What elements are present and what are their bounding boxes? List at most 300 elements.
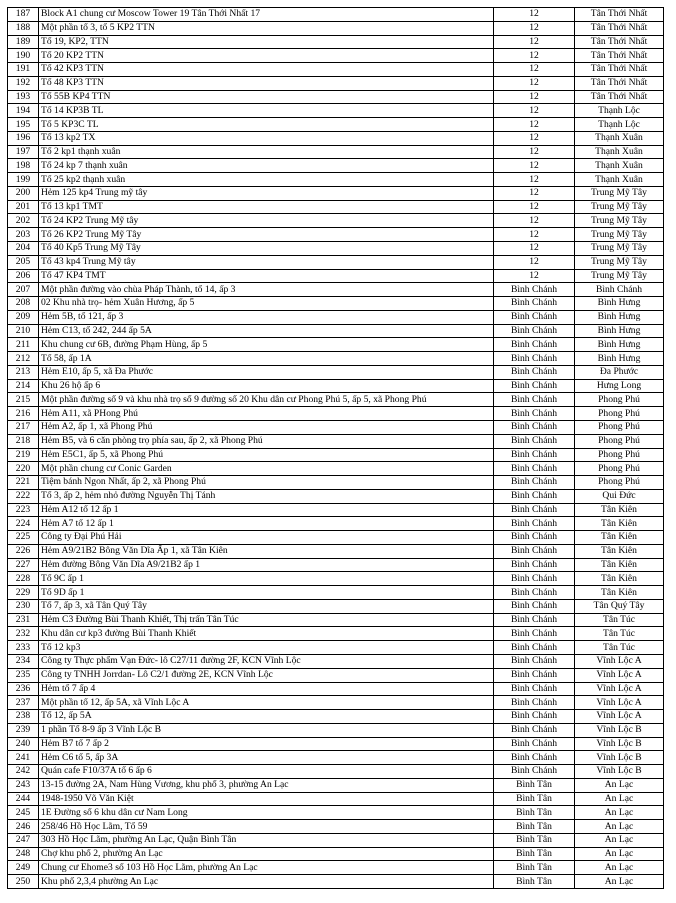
ward-cell: An Lạc [575,847,664,861]
address-cell: Một phần tổ 12, ấp 5A, xã Vĩnh Lộc A [39,696,494,710]
ward-cell: Trung Mỹ Tây [575,255,664,269]
district-cell: 12 [494,76,575,90]
ward-cell: Bình Hưng [575,297,664,311]
district-cell: 12 [494,90,575,104]
table-row [8,63,664,77]
district-cell: 12 [494,49,575,63]
table-row [8,682,664,696]
row-number-cell: 213 [8,365,39,379]
row-number-cell: 202 [8,214,39,228]
row-number-cell: 190 [8,49,39,63]
row-number-cell: 216 [8,407,39,421]
row-number-cell: 247 [8,833,39,847]
district-cell: 12 [494,21,575,35]
row-number-cell: 241 [8,751,39,765]
address-cell: 02 Khu nhà trọ- hẻm Xuân Hương, ấp 5 [39,297,494,311]
row-number-cell: 187 [8,8,39,22]
ward-cell: An Lạc [575,861,664,875]
address-cell: Tổ 55B KP4 TTN [39,90,494,104]
table-row [8,517,664,531]
ward-cell: Thạnh Lộc [575,104,664,118]
table-row [8,352,664,366]
ward-cell: Bình Hưng [575,338,664,352]
table-row [8,173,664,187]
district-cell: Bình Chánh [494,503,575,517]
table-row [8,104,664,118]
row-number-cell: 188 [8,21,39,35]
table-row [8,297,664,311]
table-row [8,255,664,269]
row-number-cell: 249 [8,861,39,875]
address-cell: Hẻm đường Bông Văn Dĩa A9/21B2 ấp 1 [39,558,494,572]
row-number-cell: 233 [8,641,39,655]
ward-cell: Vĩnh Lộc A [575,682,664,696]
district-cell: Bình Tân [494,833,575,847]
row-number-cell: 231 [8,613,39,627]
address-cell: 258/46 Hồ Học Lãm, Tổ 59 [39,820,494,834]
table-row [8,792,664,806]
address-cell: Hẻm C13, tổ 242, 244 ấp 5A [39,324,494,338]
district-cell: Bình Chánh [494,420,575,434]
row-number-cell: 232 [8,627,39,641]
row-number-cell: 246 [8,820,39,834]
row-number-cell: 217 [8,420,39,434]
address-cell: Tổ 9D ấp 1 [39,586,494,600]
address-cell: Hẻm A2, ấp 1, xã Phong Phú [39,420,494,434]
ward-cell: Trung Mỹ Tây [575,269,664,283]
district-cell: Bình Chánh [494,558,575,572]
ward-cell: Phong Phú [575,434,664,448]
district-cell: Bình Chánh [494,682,575,696]
district-cell: Bình Tân [494,778,575,792]
table-row [8,820,664,834]
table-row [8,489,664,503]
address-cell: Hẻm C3 Đường Bùi Thanh Khiết, Thị trấn Tân Túc [39,613,494,627]
district-cell: Bình Chánh [494,517,575,531]
address-cell: 1 phần Tổ 8-9 ấp 3 Vĩnh Lộc B [39,723,494,737]
address-cell: Hẻm B7 tổ 7 ấp 2 [39,737,494,751]
ward-cell: An Lạc [575,820,664,834]
address-cell: Một phần đường vào chùa Pháp Thành, tổ 14, ấp 3 [39,283,494,297]
table-row [8,145,664,159]
table-row [8,558,664,572]
table-row [8,365,664,379]
district-cell: 12 [494,186,575,200]
ward-cell: Tân Thới Nhất [575,35,664,49]
address-cell: Công ty Thực phẩm Vạn Đức- lô C27/11 đường 2F, KCN Vĩnh Lộc [39,654,494,668]
ward-cell: Tân Thới Nhất [575,21,664,35]
ward-cell: Tân Kiên [575,544,664,558]
address-cell: 13-15 đường 2A, Nam Hùng Vương, khu phố 3, phường An Lạc [39,778,494,792]
table-row [8,531,664,545]
address-cell: Khu phố 2,3,4 phường An Lạc [39,875,494,889]
row-number-cell: 198 [8,159,39,173]
district-cell: Bình Chánh [494,668,575,682]
district-cell: Bình Chánh [494,338,575,352]
ward-cell: Tân Thới Nhất [575,49,664,63]
district-cell: Bình Chánh [494,297,575,311]
ward-cell: Tân Kiên [575,572,664,586]
ward-cell: Vĩnh Lộc B [575,751,664,765]
ward-cell: Trung Mỹ Tây [575,214,664,228]
address-cell: Hẻm A7 tổ 12 ấp 1 [39,517,494,531]
table-row [8,269,664,283]
ward-cell: Vĩnh Lộc B [575,737,664,751]
row-number-cell: 199 [8,173,39,187]
ward-cell: Tân Kiên [575,531,664,545]
address-cell: Hẻm B5, và 6 căn phòng trọ phía sau, ấp 2, xã Phong Phú [39,434,494,448]
table-row [8,379,664,393]
ward-cell: An Lạc [575,792,664,806]
table-row [8,778,664,792]
row-number-cell: 229 [8,586,39,600]
row-number-cell: 238 [8,710,39,724]
address-cell: Tổ 3, ấp 2, hẻm nhỏ đường Nguyễn Thị Tánh [39,489,494,503]
table-row [8,641,664,655]
table-row [8,710,664,724]
ward-cell: Thạnh Xuân [575,131,664,145]
row-number-cell: 235 [8,668,39,682]
table-row [8,572,664,586]
address-cell: Một phần tổ 3, tổ 5 KP2 TTN [39,21,494,35]
district-cell: Bình Chánh [494,393,575,407]
table-row [8,627,664,641]
table-row [8,49,664,63]
address-cell: Chung cư Ehome3 số 103 Hồ Học Lãm, phường An Lạc [39,861,494,875]
row-number-cell: 219 [8,448,39,462]
table-row [8,875,664,889]
address-cell: Tổ 5 KP3C TL [39,118,494,132]
address-cell: Tổ 14 KP3B TL [39,104,494,118]
row-number-cell: 192 [8,76,39,90]
table-row [8,765,664,779]
table-row [8,462,664,476]
district-cell: Bình Chánh [494,723,575,737]
ward-cell: Bình Hưng [575,352,664,366]
district-cell: Bình Chánh [494,462,575,476]
row-number-cell: 211 [8,338,39,352]
row-number-cell: 230 [8,599,39,613]
row-number-cell: 237 [8,696,39,710]
ward-cell: Tân Kiên [575,586,664,600]
row-number-cell: 209 [8,310,39,324]
ward-cell: Vĩnh Lộc A [575,654,664,668]
table-row [8,737,664,751]
address-cell: Tổ 20 KP2 TTN [39,49,494,63]
district-cell: Bình Chánh [494,352,575,366]
ward-cell: Phong Phú [575,476,664,490]
ward-cell: Tân Túc [575,627,664,641]
address-cell: Tổ 58, ấp 1A [39,352,494,366]
row-number-cell: 204 [8,242,39,256]
row-number-cell: 243 [8,778,39,792]
table-row [8,8,664,22]
ward-cell: Trung Mỹ Tây [575,228,664,242]
ward-cell: Tân Túc [575,613,664,627]
district-cell: Bình Chánh [494,283,575,297]
district-cell: Bình Chánh [494,654,575,668]
address-cell: Một phần đường số 9 và khu nhà trọ số 9 đường số 20 Khu dân cư Phong Phú 5, ấp 5, xã Phong Phú [39,393,494,407]
ward-cell: An Lạc [575,875,664,889]
district-cell: Bình Chánh [494,627,575,641]
table-row [8,696,664,710]
table-row [8,847,664,861]
address-cell: Tổ 24 KP2 Trung Mỹ tây [39,214,494,228]
district-cell: Bình Chánh [494,586,575,600]
ward-cell: Phong Phú [575,393,664,407]
table-row [8,613,664,627]
row-number-cell: 196 [8,131,39,145]
table-row [8,228,664,242]
district-cell: Bình Chánh [494,365,575,379]
address-cell: Tổ 40 Kp5 Trung Mỹ Tây [39,242,494,256]
district-cell: Bình Tân [494,847,575,861]
district-cell: Bình Chánh [494,599,575,613]
ward-cell: Phong Phú [575,448,664,462]
address-cell: Hẻm E5C1, ấp 5, xã Phong Phú [39,448,494,462]
row-number-cell: 195 [8,118,39,132]
table-row [8,723,664,737]
district-cell: Bình Chánh [494,737,575,751]
address-cell: Hẻm A12 tổ 12 ấp 1 [39,503,494,517]
ward-cell: An Lạc [575,778,664,792]
district-cell: 12 [494,63,575,77]
row-number-cell: 236 [8,682,39,696]
ward-cell: Trung Mỹ Tây [575,186,664,200]
district-cell: 12 [494,242,575,256]
district-cell: 12 [494,173,575,187]
row-number-cell: 210 [8,324,39,338]
row-number-cell: 194 [8,104,39,118]
ward-cell: Tân Thới Nhất [575,63,664,77]
district-cell: Bình Chánh [494,434,575,448]
address-cell: Hẻm 125 kp4 Trung mỹ tây [39,186,494,200]
table-row [8,544,664,558]
row-number-cell: 212 [8,352,39,366]
address-cell: 1948-1950 Võ Văn Kiệt [39,792,494,806]
row-number-cell: 223 [8,503,39,517]
address-cell: Khu 26 hộ ấp 6 [39,379,494,393]
district-cell: Bình Chánh [494,476,575,490]
address-cell: Hẻm 5B, tổ 121, ấp 3 [39,310,494,324]
ward-cell: Vĩnh Lộc B [575,723,664,737]
district-cell: 12 [494,269,575,283]
row-number-cell: 221 [8,476,39,490]
address-cell: Block A1 chung cư Moscow Tower 19 Tân Thới Nhất 17 [39,8,494,22]
row-number-cell: 228 [8,572,39,586]
table-row [8,118,664,132]
ward-cell: Vĩnh Lộc A [575,668,664,682]
district-cell: 12 [494,118,575,132]
table-row [8,283,664,297]
address-cell: Tổ 47 KP4 TMT [39,269,494,283]
address-cell: 303 Hồ Học Lãm, phường An Lạc, Quận Bình Tân [39,833,494,847]
address-cell: Chợ khu phố 2, phường An Lạc [39,847,494,861]
ward-cell: An Lạc [575,806,664,820]
address-cell: Tổ 9C ấp 1 [39,572,494,586]
table-row [8,448,664,462]
address-cell: Tổ 12, ấp 5A [39,710,494,724]
table-row [8,242,664,256]
ward-cell: Bình Chánh [575,283,664,297]
table-row [8,407,664,421]
ward-cell: Trung Mỹ Tây [575,200,664,214]
ward-cell: Bình Hưng [575,324,664,338]
row-number-cell: 239 [8,723,39,737]
address-cell: Công ty TNHH Jorrdan- Lô C2/1 đường 2E, KCN Vĩnh Lộc [39,668,494,682]
table-row [8,159,664,173]
address-cell: Tổ 24 kp 7 thạnh xuân [39,159,494,173]
district-cell: Bình Tân [494,792,575,806]
address-cell: Hẻm E10, ấp 5, xã Đa Phước [39,365,494,379]
row-number-cell: 240 [8,737,39,751]
row-number-cell: 200 [8,186,39,200]
address-cell: Tiệm bánh Ngon Nhất, ấp 2, xã Phong Phú [39,476,494,490]
table-row [8,668,664,682]
district-cell: Bình Chánh [494,710,575,724]
address-cell: Tổ 43 kp4 Trung Mỹ tây [39,255,494,269]
district-cell: 12 [494,145,575,159]
ward-cell: Thạnh Xuân [575,159,664,173]
row-number-cell: 203 [8,228,39,242]
address-cell: Tổ 13 kp1 TMT [39,200,494,214]
row-number-cell: 208 [8,297,39,311]
district-cell: Bình Chánh [494,572,575,586]
ward-cell: Bình Hưng [575,310,664,324]
table-row [8,586,664,600]
ward-cell: Qui Đức [575,489,664,503]
locations-table [7,7,664,889]
district-cell: Bình Chánh [494,544,575,558]
address-cell: Quán cafe F10/37A tổ 6 ấp 6 [39,765,494,779]
table-row [8,186,664,200]
table-row [8,214,664,228]
row-number-cell: 227 [8,558,39,572]
district-cell: 12 [494,35,575,49]
address-cell: Khu dân cư kp3 đường Bùi Thanh Khiết [39,627,494,641]
address-cell: Tổ 19, KP2, TTN [39,35,494,49]
row-number-cell: 215 [8,393,39,407]
district-cell: Bình Chánh [494,641,575,655]
row-number-cell: 193 [8,90,39,104]
table-row [8,861,664,875]
table-row [8,751,664,765]
address-cell: Khu chung cư 6B, đường Phạm Hùng, ấp 5 [39,338,494,352]
district-cell: Bình Tân [494,806,575,820]
ward-cell: An Lạc [575,833,664,847]
district-cell: 12 [494,214,575,228]
district-cell: 12 [494,104,575,118]
address-cell: Tổ 25 kp2 thạnh xuân [39,173,494,187]
ward-cell: Tân Quý Tây [575,599,664,613]
row-number-cell: 189 [8,35,39,49]
district-cell: Bình Chánh [494,448,575,462]
address-cell: Hẻm A11, xã PHong Phú [39,407,494,421]
district-cell: Bình Tân [494,820,575,834]
table-row [8,310,664,324]
table-row [8,131,664,145]
table-row [8,806,664,820]
ward-cell: Thạnh Xuân [575,173,664,187]
row-number-cell: 226 [8,544,39,558]
district-cell: 12 [494,255,575,269]
district-cell: 12 [494,131,575,145]
ward-cell: Tân Túc [575,641,664,655]
row-number-cell: 224 [8,517,39,531]
ward-cell: Phong Phú [575,420,664,434]
row-number-cell: 207 [8,283,39,297]
ward-cell: Thạnh Lộc [575,118,664,132]
table-row [8,833,664,847]
row-number-cell: 206 [8,269,39,283]
ward-cell: Tân Thới Nhất [575,76,664,90]
district-cell: Bình Chánh [494,696,575,710]
ward-cell: Hưng Long [575,379,664,393]
ward-cell: Thạnh Xuân [575,145,664,159]
table-row [8,338,664,352]
district-cell: Bình Chánh [494,751,575,765]
row-number-cell: 222 [8,489,39,503]
table-row [8,476,664,490]
address-cell: Tổ 7, ấp 3, xã Tân Quý Tây [39,599,494,613]
table-row [8,393,664,407]
row-number-cell: 242 [8,765,39,779]
district-cell: 12 [494,8,575,22]
table-row [8,654,664,668]
address-cell: Một phần chung cư Conic Garden [39,462,494,476]
table-row [8,21,664,35]
address-cell: Hẻm C6 tổ 5, ấp 3A [39,751,494,765]
table-row [8,200,664,214]
ward-cell: Tân Kiên [575,558,664,572]
address-cell: Tổ 2 kp1 thạnh xuân [39,145,494,159]
address-cell: Tổ 26 KP2 Trung Mỹ Tây [39,228,494,242]
address-cell: Tổ 42 KP3 TTN [39,63,494,77]
district-cell: Bình Chánh [494,489,575,503]
district-cell: Bình Chánh [494,531,575,545]
table-row [8,599,664,613]
row-number-cell: 245 [8,806,39,820]
ward-cell: Vĩnh Lộc A [575,696,664,710]
district-cell: 12 [494,200,575,214]
row-number-cell: 225 [8,531,39,545]
district-cell: Bình Chánh [494,324,575,338]
address-cell: Hẻm tổ 7 ấp 4 [39,682,494,696]
address-cell: Tổ 12 kp3 [39,641,494,655]
ward-cell: Tân Kiên [575,503,664,517]
table-row [8,90,664,104]
address-cell: Tổ 13 kp2 TX [39,131,494,145]
row-number-cell: 205 [8,255,39,269]
table-row [8,35,664,49]
address-cell: 1E Đường số 6 khu dân cư Nam Long [39,806,494,820]
district-cell: Bình Chánh [494,613,575,627]
table-row [8,76,664,90]
row-number-cell: 197 [8,145,39,159]
district-cell: Bình Tân [494,875,575,889]
ward-cell: Vĩnh Lộc A [575,710,664,724]
ward-cell: Vĩnh Lộc B [575,765,664,779]
address-cell: Công ty Đại Phú Hải [39,531,494,545]
ward-cell: Phong Phú [575,407,664,421]
row-number-cell: 220 [8,462,39,476]
row-number-cell: 191 [8,63,39,77]
district-cell: Bình Chánh [494,379,575,393]
row-number-cell: 244 [8,792,39,806]
district-cell: Bình Chánh [494,310,575,324]
district-cell: 12 [494,228,575,242]
table-body [8,8,664,889]
